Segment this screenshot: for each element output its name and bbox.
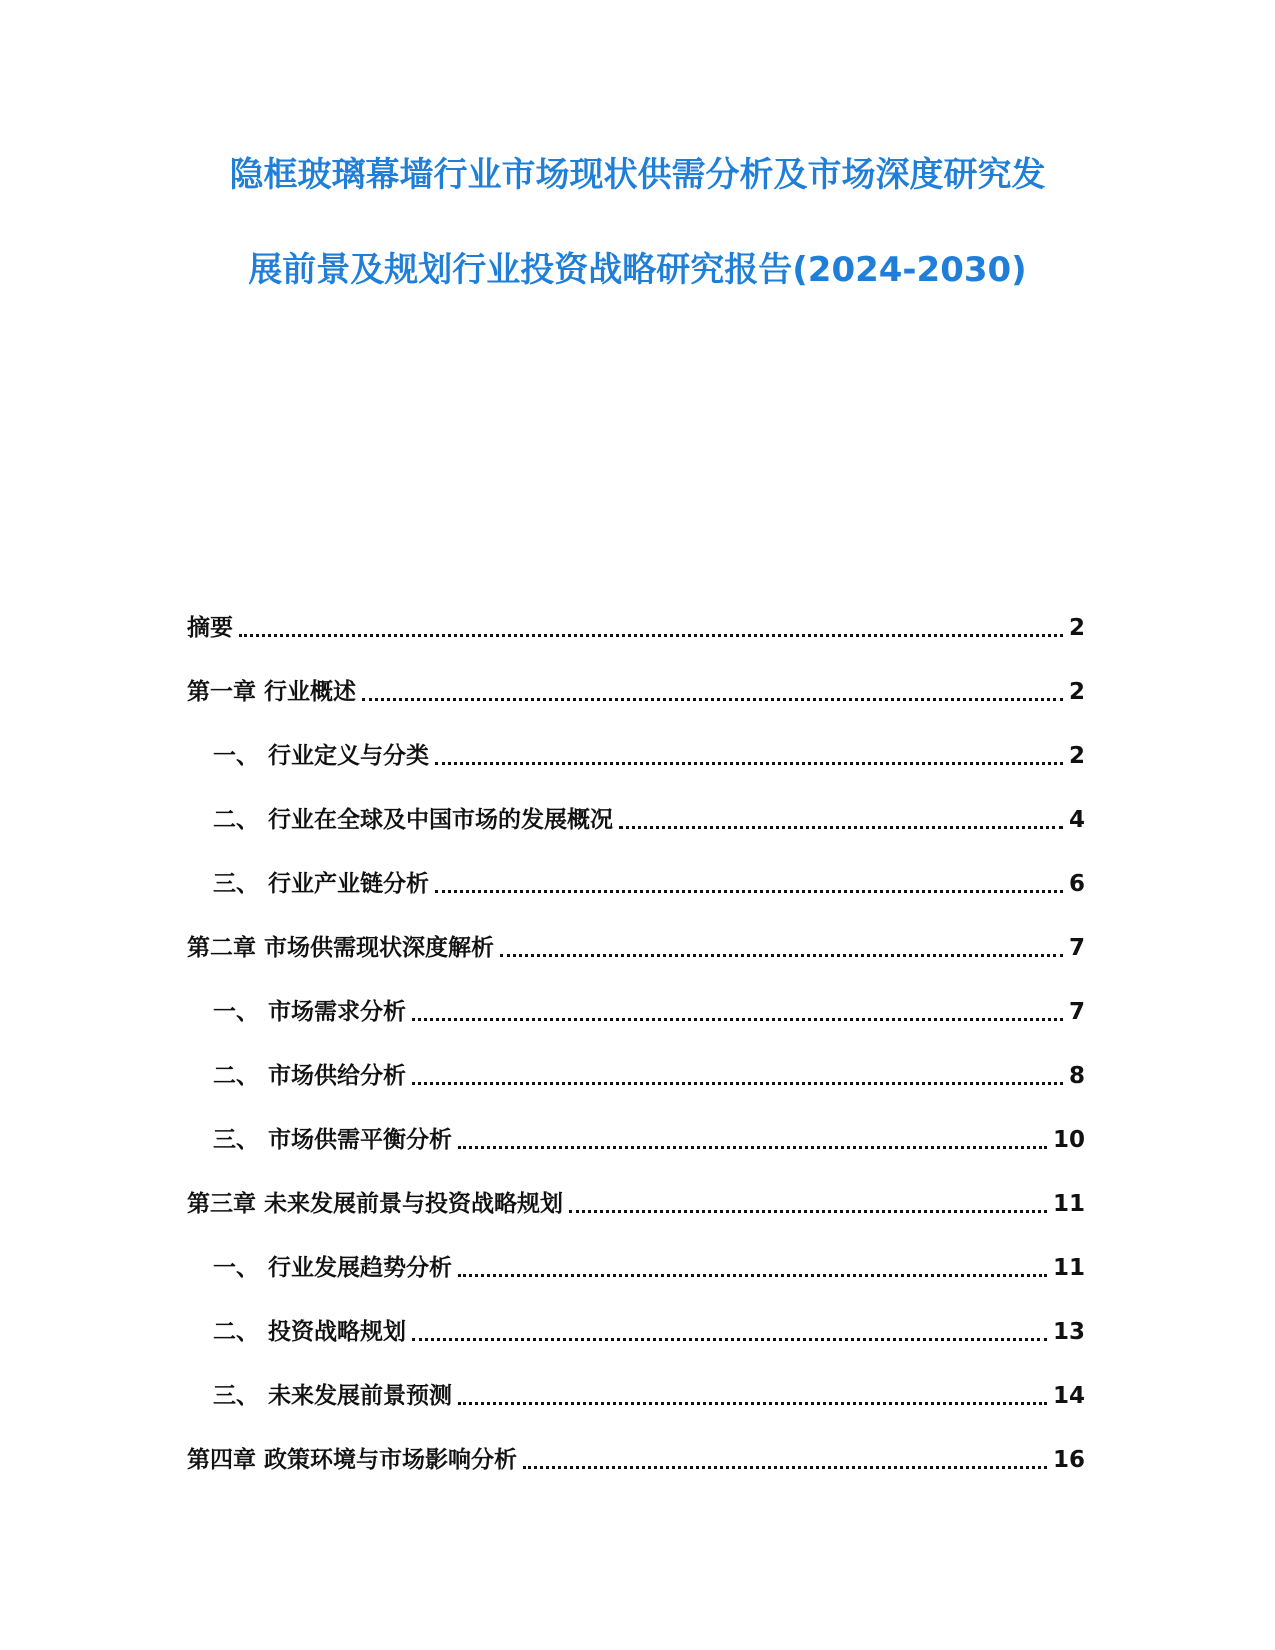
toc-entry[interactable]: [187, 1309, 1085, 1347]
toc-dot-leader: [458, 1274, 1047, 1277]
toc-entry-page-number: 6: [1068, 871, 1085, 897]
toc-entry-label: 市场供需平衡分析: [268, 1127, 452, 1153]
toc-entry-page-number: 2: [1068, 679, 1085, 705]
toc-entry[interactable]: [187, 1245, 1085, 1283]
toc-entry-page-number: 7: [1068, 935, 1085, 961]
toc-entry[interactable]: [187, 605, 1085, 643]
toc-entry-label: 市场需求分析: [268, 999, 406, 1025]
toc-entry-label: 摘要: [187, 615, 233, 641]
toc-entry[interactable]: [187, 925, 1085, 963]
toc-entry-page-number: 10: [1052, 1127, 1085, 1153]
toc-dot-leader: [619, 826, 1063, 829]
toc-entry-number: 三、: [213, 871, 259, 897]
toc-dot-leader: [412, 1082, 1063, 1085]
toc-entry-page-number: 14: [1052, 1383, 1085, 1409]
toc-dot-leader: [412, 1018, 1063, 1021]
toc-entry-label: 未来发展前景预测: [268, 1383, 452, 1409]
toc-entry-number: 一、: [213, 743, 259, 769]
toc-entry-number: 二、: [213, 807, 259, 833]
toc-dot-leader: [435, 890, 1063, 893]
toc-entry-page-number: 11: [1052, 1255, 1085, 1281]
toc-entry-label: 行业在全球及中国市场的发展概况: [268, 807, 613, 833]
toc-dot-leader: [412, 1338, 1047, 1341]
toc-entry-page-number: 13: [1052, 1319, 1085, 1345]
toc-entry-label: 行业定义与分类: [268, 743, 429, 769]
toc-entry-label: 第四章 政策环境与市场影响分析: [187, 1447, 518, 1473]
toc-entry-page-number: 16: [1052, 1447, 1085, 1473]
toc-entry-page-number: 2: [1068, 743, 1085, 769]
toc-dot-leader: [362, 698, 1063, 701]
toc-entry-page-number: 7: [1068, 999, 1085, 1025]
toc-entry-number: 三、: [213, 1383, 259, 1409]
toc-entry-number: 一、: [213, 1255, 259, 1281]
toc-dot-leader: [569, 1210, 1047, 1213]
toc-entry-number: 三、: [213, 1127, 259, 1153]
toc-dot-leader: [458, 1146, 1047, 1149]
toc-entry-label: 第二章 市场供需现状深度解析: [187, 935, 495, 961]
report-title-line-2: 展前景及规划行业投资战略研究报告(2024-2030): [248, 250, 1027, 290]
toc-entry-label: 行业发展趋势分析: [268, 1255, 452, 1281]
toc-dot-leader: [239, 634, 1063, 637]
toc-entry-label: 市场供给分析: [268, 1063, 406, 1089]
toc-entry[interactable]: [187, 1117, 1085, 1155]
table-of-contents: [187, 605, 1085, 1501]
toc-dot-leader: [435, 762, 1063, 765]
report-title: [140, 150, 1135, 295]
toc-entry[interactable]: [187, 1053, 1085, 1091]
toc-entry-label: 行业产业链分析: [268, 871, 429, 897]
toc-entry-label: 第一章 行业概述: [187, 679, 357, 705]
toc-entry[interactable]: [187, 797, 1085, 835]
toc-entry[interactable]: [187, 1373, 1085, 1411]
toc-entry[interactable]: [187, 1437, 1085, 1475]
toc-entry-label: 第三章 未来发展前景与投资战略规划: [187, 1191, 564, 1217]
toc-entry[interactable]: [187, 733, 1085, 771]
toc-entry-page-number: 8: [1068, 1063, 1085, 1089]
report-title-line-1: 隐框玻璃幕墙行业市场现状供需分析及市场深度研究发: [229, 155, 1046, 195]
toc-dot-leader: [500, 954, 1063, 957]
toc-entry-number: 二、: [213, 1063, 259, 1089]
toc-entry-page-number: 2: [1068, 615, 1085, 641]
toc-dot-leader: [458, 1402, 1047, 1405]
toc-entry-page-number: 4: [1068, 807, 1085, 833]
toc-entry-number: 二、: [213, 1319, 259, 1345]
toc-entry-page-number: 11: [1052, 1191, 1085, 1217]
toc-entry[interactable]: [187, 861, 1085, 899]
toc-dot-leader: [523, 1466, 1047, 1469]
toc-entry[interactable]: [187, 669, 1085, 707]
toc-entry[interactable]: [187, 1181, 1085, 1219]
toc-entry-number: 一、: [213, 999, 259, 1025]
toc-entry-label: 投资战略规划: [268, 1319, 406, 1345]
toc-entry[interactable]: [187, 989, 1085, 1027]
